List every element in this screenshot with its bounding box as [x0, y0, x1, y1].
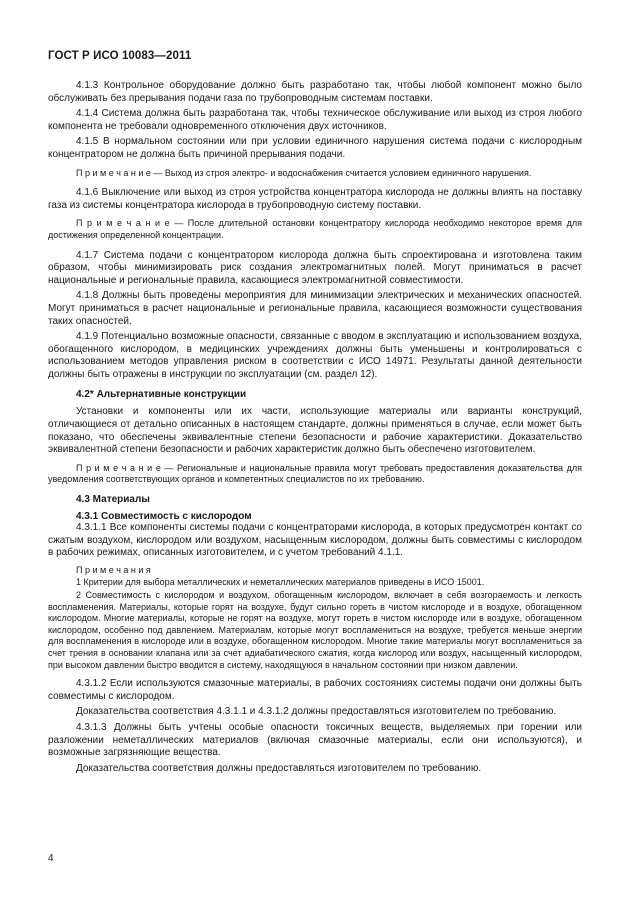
- section-heading-4-3-1: 4.3.1 Совместимость с кислородом: [76, 511, 252, 523]
- paragraph-4-3-1-1: 4.3.1.1 Все компоненты системы подачи с концентраторами кислорода, в которых предусмотрен контакт со сжатым воздухом, кислородом или воздухом, насыщенным кислородом, должны быть совместимы с кислородом в рабочих режимах, описанных изготовителем, и с учетом требований 4.1.1.: [48, 522, 582, 559]
- paragraph-4-2: Установки и компоненты или их части, использующие материалы или варианты конструкций, отличающиеся от детально описанных в настоящем стандарте, должны применяться в случае, если может быть показано, что обеспечены эквивалентные степени безопасности и рабочие характеристики. Доказательство эквивалентной степени безопасности и рабочих характеристик должно быть обеспечено изготовителем.: [48, 406, 582, 456]
- note-item-2: 2 Совместимость с кислородом и воздухом, обогащенным кислородом, включает в себя возгораемость и легкость воспламенения. Материалы, которые горят на воздухе, будут сильно гореть в чистом кислороде и в воздухе, обогащенном кислородом. Многие материалы, которые не горят на воздухе, могут гореть в чистом кислороде или в воздухе, обогащенном кислородом, особенно под давлением. Материалам, которые могут воспламениться на воздухе, требуется меньше энергии для воспламенения в кислороде или в воздухе, обогащенном кислородом. Многие такие материалы могут воспламениться за счет трения в основании клапана или за счет адиабатического сжатия, когда кислород или воздух, насыщенный кислородом, при высоком давлении быстро вводится в систему, находящуюся в начальном состоянии при низком давлении.: [48, 590, 582, 670]
- document-header: ГОСТ Р ИСО 10083—2011: [48, 50, 192, 62]
- notes-label: П р и м е ч а н и я: [76, 564, 151, 575]
- paragraph-4-3-1-2-evidence: Доказательства соответствия 4.3.1.1 и 4.3.1.2 должны предоставляться изготовителем по требованию.: [76, 706, 557, 718]
- note-label: П р и м е ч а н и е: [76, 462, 161, 473]
- paragraph-4-1-9: 4.1.9 Потенциально возможные опасности, связанные с вводом в эксплуатацию и использованием воздуха, обогащенного кислородом, в медицинских учреждениях должны быть уменьшены и контролироваться с использованием методов управления риском в соответствии с ИСО 14971. Результаты данной деятельности должны быть отражены в инструкции по эксплуатации (см. раздел 12).: [48, 331, 582, 380]
- note-text: — Региональные и национальные правила могут требовать предоставления доказательства для уведомления соответствующих органов и компетентных специалистов по их требованию.: [48, 462, 582, 485]
- paragraph-4-1-8: 4.1.8 Должны быть проведены мероприятия для минимизации электрических и механических опасностей. Могут приниматься в расчет национальные и региональные правила, касающиеся возможности существования таких опасностей.: [48, 290, 582, 327]
- note-2: [48, 218, 582, 241]
- note-label: П р и м е ч а н и е: [76, 218, 170, 229]
- page-body: [48, 80, 582, 778]
- paragraph-4-3-1-3-evidence: Доказательства соответствия должны предоставляться изготовителем по требованию.: [76, 762, 482, 774]
- section-heading-4-2: 4.2* Альтернативные конструкции: [76, 389, 247, 401]
- paragraph-4-3-1-2: 4.3.1.2 Если используются смазочные материалы, в рабочих состояниях системы подачи они должны быть совместимы с кислородом.: [48, 678, 582, 702]
- note-1: [48, 168, 582, 180]
- paragraph-4-1-6: 4.1.6 Выключение или выход из строя устройства концентратора кислорода не должны влиять на поставку газа из системы концентратора кислорода в трубопроводную систему поставки.: [48, 187, 582, 211]
- paragraph-4-1-3: 4.1.3 Контрольное оборудование должно быть разработано так, чтобы любой компонент можно было обслуживать без прерывания подачи газа по трубопроводным системам поставки.: [48, 80, 582, 104]
- note-item-1: 1 Критерии для выбора металлических и неметаллических материалов приведены в ИСО 15001.: [76, 577, 485, 588]
- paragraph-4-1-5: 4.1.5 В нормальном состоянии или при условии единичного нарушения система подачи с кислородным концентратором не должна быть причиной прерывания подачи.: [48, 136, 582, 160]
- note-text: — После длительной остановки концентратору кислорода необходимо некоторое время для достижения определенной концентрации.: [48, 218, 582, 240]
- section-heading-4-3: 4.3 Материалы: [76, 494, 150, 506]
- note-text: — Выход из строя электро- и водоснабжения считается условием единичного нарушения.: [150, 167, 532, 178]
- page-number: 4: [48, 853, 54, 864]
- note-label: П р и м е ч а н и е: [76, 167, 151, 178]
- paragraph-4-1-7: 4.1.7 Система подачи с концентратором кислорода должна быть спроектирована и изготовлена таким образом, чтобы минимизировать риск создания электромагнитных полей. Могут приниматься в расчет национальные и региональные правила, касающиеся электромагнитной совместимости.: [48, 249, 582, 286]
- paragraph-4-3-1-3: 4.3.1.3 Должны быть учтены особые опасности токсичных веществ, выделяемых при горении или разложении неметаллических материалов (включая смазочные материалы, если они используются), и возможные загрязняющие вещества.: [48, 721, 582, 759]
- note-3: [48, 463, 582, 486]
- paragraph-4-1-4: 4.1.4 Система должна быть разработана так, чтобы техническое обслуживание или выход из строя любого компонента не требовали одновременного отключения двух источников.: [48, 108, 582, 132]
